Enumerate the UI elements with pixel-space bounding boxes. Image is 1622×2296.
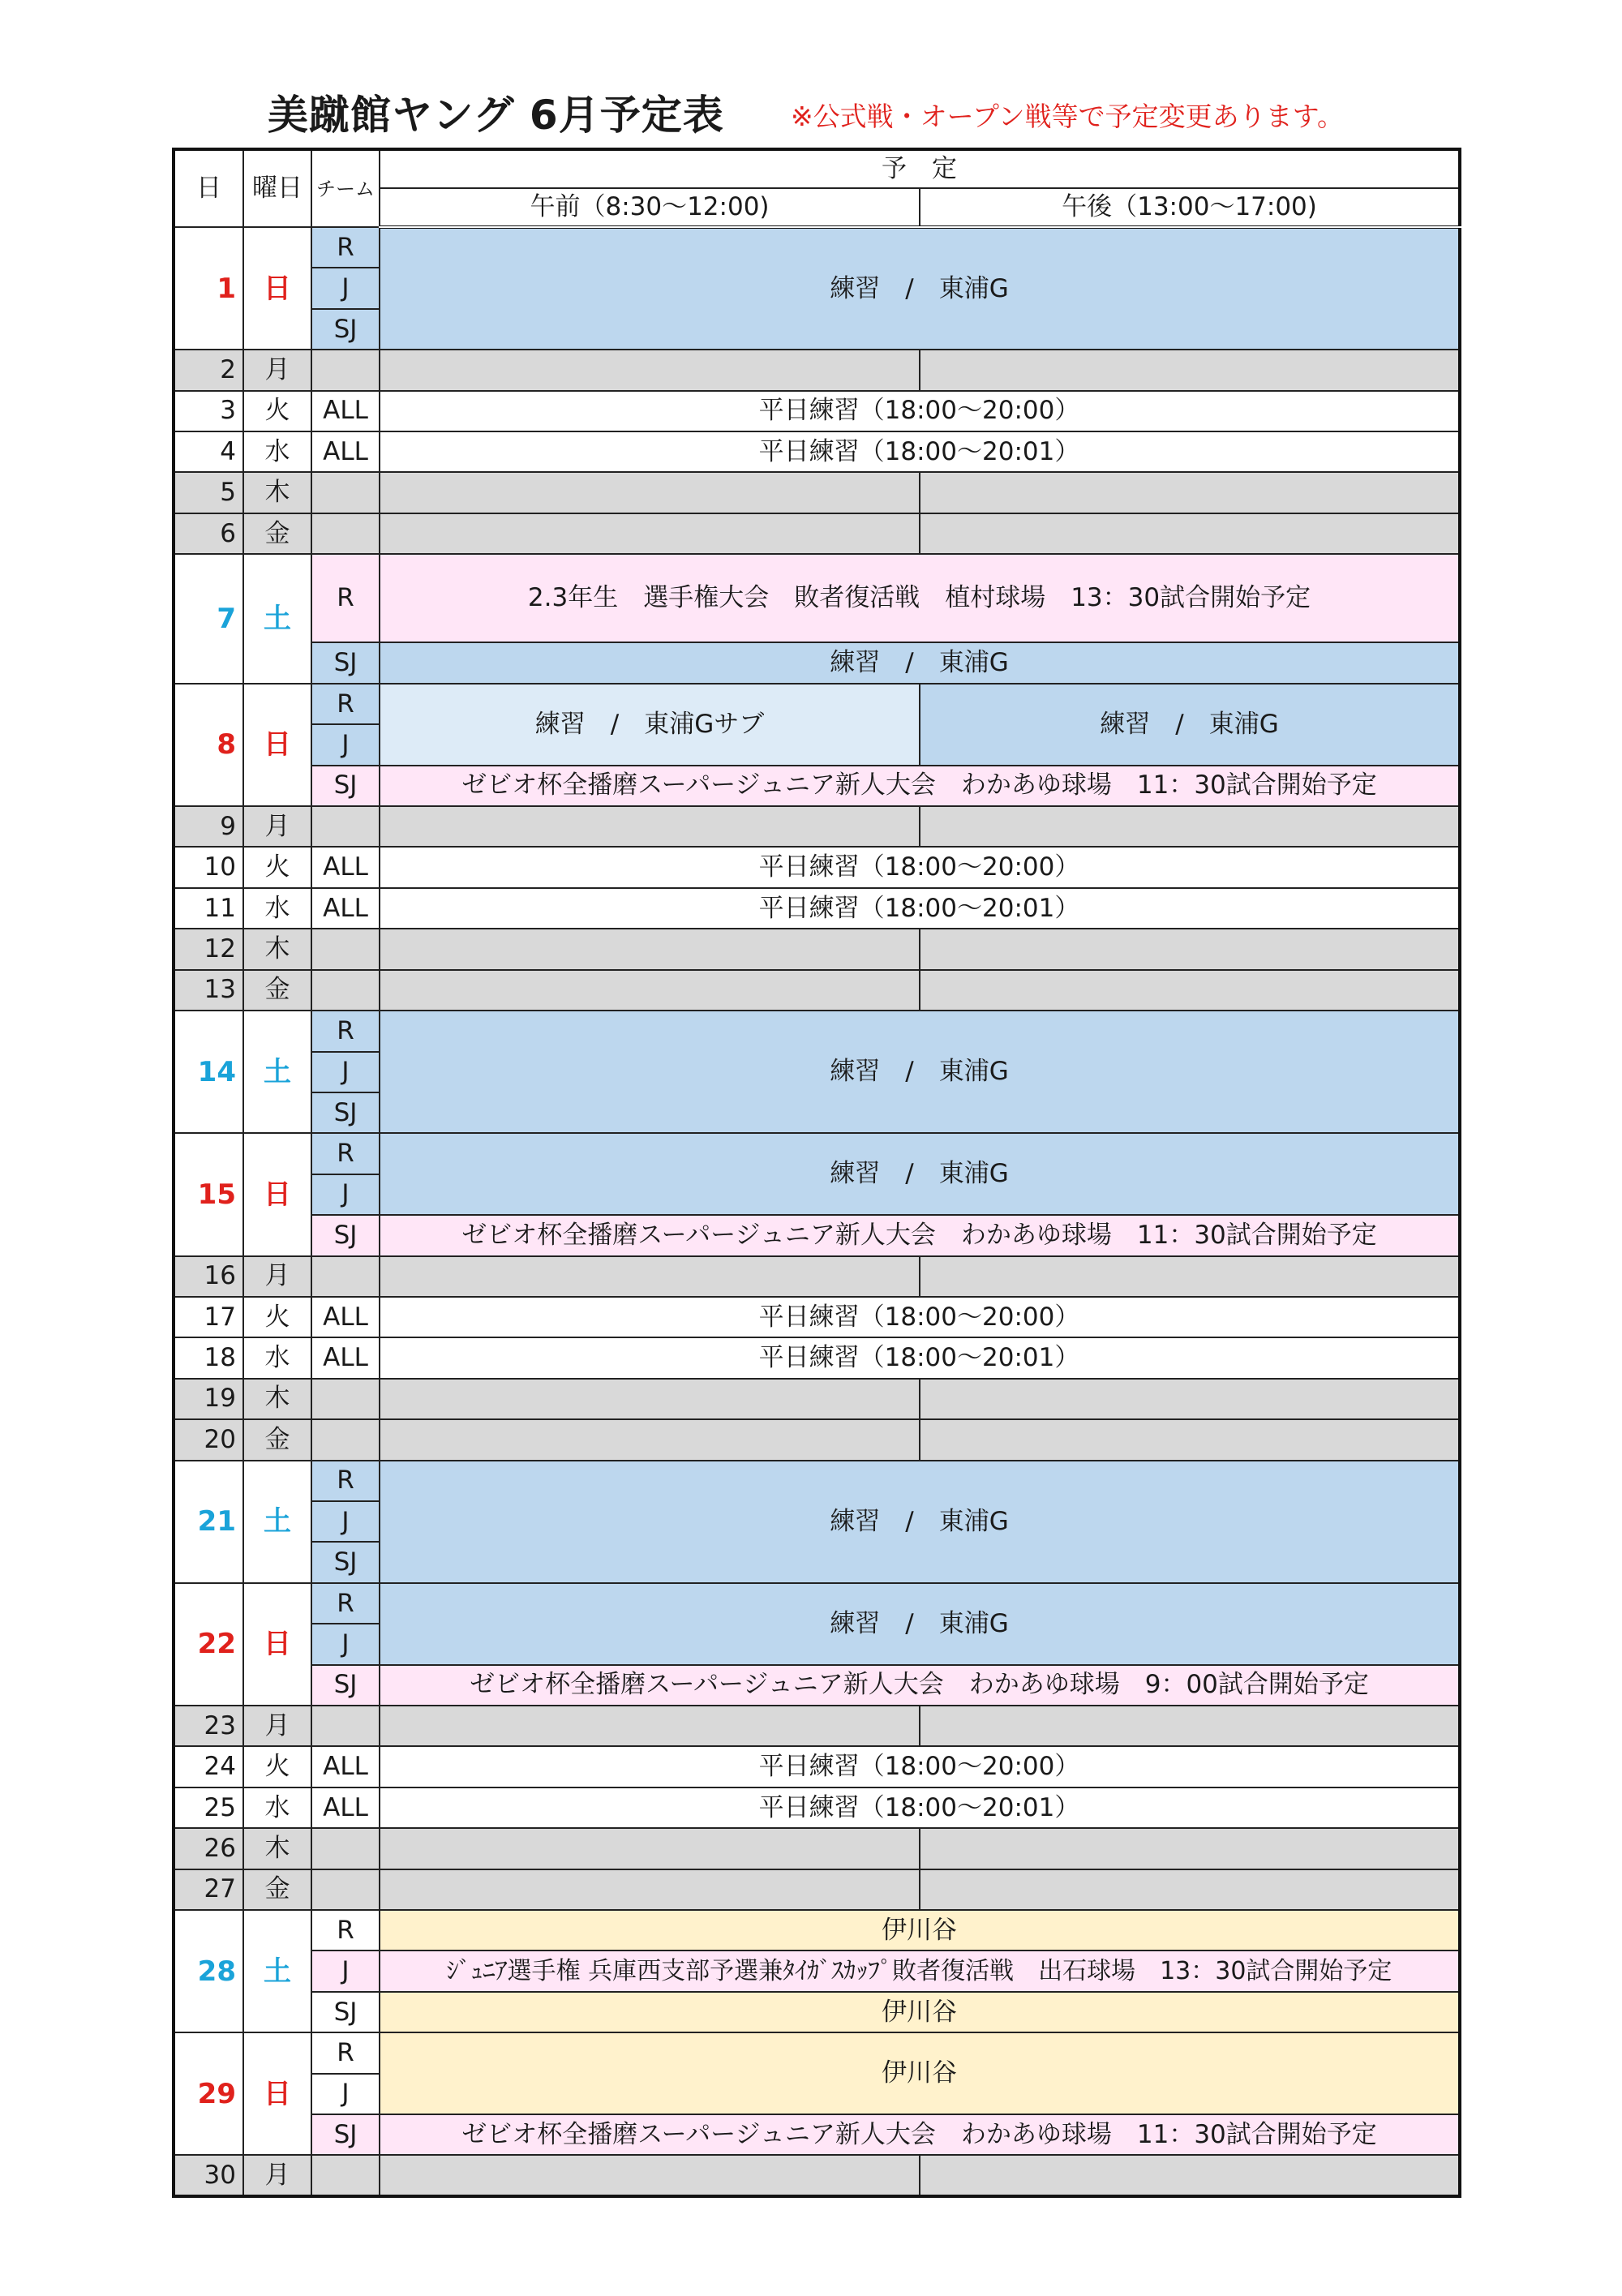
team-label: J — [311, 1951, 380, 1991]
header-am: 午前（8:30～12:00) — [380, 188, 920, 227]
weekday-label: 日 — [243, 2032, 311, 2155]
day-number: 14 — [174, 1011, 243, 1133]
schedule-cell: 平日練習（18:00～20:01） — [380, 1337, 1460, 1378]
pm-cell — [920, 1706, 1460, 1746]
team-cell — [311, 350, 380, 390]
day-row — [174, 1256, 1460, 1297]
pm-cell — [920, 1379, 1460, 1419]
weekday-label: 木 — [243, 1379, 311, 1419]
day-number: 8 — [174, 684, 243, 806]
team-label: ALL — [311, 431, 380, 472]
schedule-cell: 練習 / 東浦G — [380, 1133, 1460, 1215]
weekday-label: 水 — [243, 888, 311, 929]
schedule-cell: 平日練習（18:00～20:00） — [380, 391, 1460, 431]
team-label: R — [311, 554, 380, 642]
schedule-cell: 練習 / 東浦Gサブ — [380, 684, 920, 766]
day-row — [174, 1379, 1460, 1419]
team-cell — [311, 1706, 380, 1746]
team-cell — [311, 513, 380, 554]
team-label: R — [311, 1011, 380, 1051]
weekday-label: 火 — [243, 1297, 311, 1337]
team-label: R — [311, 1461, 380, 1501]
day-number: 2 — [174, 350, 243, 390]
weekday-label: 月 — [243, 350, 311, 390]
day-number: 13 — [174, 970, 243, 1011]
pm-cell — [920, 929, 1460, 969]
team-label: ALL — [311, 1787, 380, 1828]
weekday-label: 水 — [243, 431, 311, 472]
day-number: 19 — [174, 1379, 243, 1419]
schedule-change-note: ※公式戦・オープン戦等で予定変更あります。 — [791, 101, 1345, 132]
team-row — [174, 1011, 1460, 1051]
day-row — [174, 806, 1460, 847]
day-number: 3 — [174, 391, 243, 431]
header-weekday: 曜日 — [243, 149, 311, 227]
weekday-label: 月 — [243, 2155, 311, 2196]
day-row — [174, 1746, 1460, 1787]
pm-cell — [920, 1869, 1460, 1910]
team-row — [174, 1583, 1460, 1624]
weekday-label: 土 — [243, 1910, 311, 2032]
weekday-label: 木 — [243, 929, 311, 969]
am-cell — [380, 1379, 920, 1419]
team-label: J — [311, 1174, 380, 1215]
weekday-label: 木 — [243, 1828, 311, 1869]
team-label: J — [311, 724, 380, 765]
team-label: ALL — [311, 1746, 380, 1787]
day-number: 25 — [174, 1787, 243, 1828]
team-row — [174, 1951, 1460, 1991]
day-row — [174, 1706, 1460, 1746]
team-label: R — [311, 684, 380, 724]
day-number: 15 — [174, 1133, 243, 1255]
day-row — [174, 847, 1460, 887]
day-number: 5 — [174, 472, 243, 513]
team-row — [174, 684, 1460, 724]
pm-cell — [920, 1419, 1460, 1460]
am-cell — [380, 1828, 920, 1869]
schedule-cell: ゼビオ杯全播磨スーパージュニア新人大会 わかあゆ球場 11：30試合開始予定 — [380, 766, 1460, 806]
day-number: 28 — [174, 1910, 243, 2032]
day-row — [174, 391, 1460, 431]
am-cell — [380, 472, 920, 513]
team-label: J — [311, 1501, 380, 1542]
team-label: SJ — [311, 1665, 380, 1706]
day-row — [174, 1337, 1460, 1378]
team-label: J — [311, 1052, 380, 1092]
team-cell — [311, 970, 380, 1011]
weekday-label: 日 — [243, 684, 311, 806]
day-number: 16 — [174, 1256, 243, 1297]
pm-cell — [920, 472, 1460, 513]
weekday-label: 金 — [243, 1419, 311, 1460]
team-label: SJ — [311, 1092, 380, 1133]
schedule-cell: 伊川谷 — [380, 1992, 1460, 2032]
day-number: 17 — [174, 1297, 243, 1337]
day-number: 23 — [174, 1706, 243, 1746]
weekday-label: 水 — [243, 1787, 311, 1828]
schedule-cell: ゼビオ杯全播磨スーパージュニア新人大会 わかあゆ球場 11：30試合開始予定 — [380, 2114, 1460, 2155]
day-number: 7 — [174, 554, 243, 684]
team-row — [174, 1910, 1460, 1951]
team-cell — [311, 472, 380, 513]
day-number: 27 — [174, 1869, 243, 1910]
team-label: SJ — [311, 642, 380, 683]
schedule-cell: 平日練習（18:00～20:01） — [380, 431, 1460, 472]
day-number: 29 — [174, 2032, 243, 2155]
weekday-label: 火 — [243, 391, 311, 431]
team-row — [174, 1461, 1460, 1501]
weekday-label: 木 — [243, 472, 311, 513]
day-row — [174, 472, 1460, 513]
pm-cell — [920, 513, 1460, 554]
am-cell — [380, 1419, 920, 1460]
day-row — [174, 431, 1460, 472]
weekday-label: 水 — [243, 1337, 311, 1378]
team-row — [174, 554, 1460, 642]
weekday-label: 火 — [243, 847, 311, 887]
schedule-cell: 練習 / 東浦G — [920, 684, 1460, 766]
schedule-table — [172, 148, 1461, 2198]
team-label: ALL — [311, 391, 380, 431]
schedule-cell: 平日練習（18:00～20:01） — [380, 1787, 1460, 1828]
team-label: J — [311, 268, 380, 308]
schedule-cell: ゼビオ杯全播磨スーパージュニア新人大会 わかあゆ球場 11：30試合開始予定 — [380, 1215, 1460, 1255]
header-pm: 午後（13:00～17:00) — [920, 188, 1460, 227]
schedule-cell: 練習 / 東浦G — [380, 1583, 1460, 1665]
am-cell — [380, 350, 920, 390]
pm-cell — [920, 1256, 1460, 1297]
team-label: SJ — [311, 1215, 380, 1255]
weekday-label: 月 — [243, 1706, 311, 1746]
team-label: SJ — [311, 1542, 380, 1582]
header-row — [174, 149, 1460, 188]
pm-cell — [920, 806, 1460, 847]
schedule-cell: 伊川谷 — [380, 1910, 1460, 1951]
day-number: 9 — [174, 806, 243, 847]
day-row — [174, 1869, 1460, 1910]
schedule-cell: 2.3年生 選手権大会 敗者復活戦 植村球場 13：30試合開始予定 — [380, 554, 1460, 642]
team-cell — [311, 1379, 380, 1419]
day-row — [174, 350, 1460, 390]
day-row — [174, 2155, 1460, 2196]
schedule-cell: 練習 / 東浦G — [380, 1461, 1460, 1583]
team-label: R — [311, 1133, 380, 1174]
team-row — [174, 766, 1460, 806]
pm-cell — [920, 1828, 1460, 1869]
team-row — [174, 2032, 1460, 2073]
day-number: 20 — [174, 1419, 243, 1460]
day-number: 6 — [174, 513, 243, 554]
weekday-label: 月 — [243, 806, 311, 847]
am-cell — [380, 806, 920, 847]
schedule-cell: ゼビオ杯全播磨スーパージュニア新人大会 わかあゆ球場 9：00試合開始予定 — [380, 1665, 1460, 1706]
am-cell — [380, 929, 920, 969]
team-row — [174, 1133, 1460, 1174]
day-row — [174, 1828, 1460, 1869]
team-cell — [311, 1419, 380, 1460]
team-cell — [311, 1828, 380, 1869]
weekday-label: 月 — [243, 1256, 311, 1297]
am-cell — [380, 513, 920, 554]
header-day: 日 — [174, 149, 243, 227]
am-cell — [380, 1706, 920, 1746]
schedule-cell: 平日練習（18:00～20:01） — [380, 888, 1460, 929]
am-cell — [380, 1869, 920, 1910]
team-label: J — [311, 2074, 380, 2114]
day-row — [174, 929, 1460, 969]
team-row — [174, 1215, 1460, 1255]
weekday-label: 火 — [243, 1746, 311, 1787]
schedule-cell: 練習 / 東浦G — [380, 1011, 1460, 1133]
team-label: ALL — [311, 1337, 380, 1378]
team-label: R — [311, 1583, 380, 1624]
day-number: 18 — [174, 1337, 243, 1378]
team-row — [174, 642, 1460, 683]
schedule-cell: 練習 / 東浦G — [380, 642, 1460, 683]
day-number: 12 — [174, 929, 243, 969]
weekday-label: 金 — [243, 1869, 311, 1910]
pm-cell — [920, 350, 1460, 390]
day-number: 4 — [174, 431, 243, 472]
team-label: R — [311, 1910, 380, 1951]
day-number: 10 — [174, 847, 243, 887]
team-cell — [311, 806, 380, 847]
weekday-label: 土 — [243, 1011, 311, 1133]
day-row — [174, 970, 1460, 1011]
day-number: 22 — [174, 1583, 243, 1706]
weekday-label: 金 — [243, 970, 311, 1011]
day-number: 11 — [174, 888, 243, 929]
day-number: 24 — [174, 1746, 243, 1787]
weekday-label: 日 — [243, 1133, 311, 1255]
team-row — [174, 1665, 1460, 1706]
team-label: SJ — [311, 309, 380, 350]
team-cell — [311, 2155, 380, 2196]
team-label: J — [311, 1624, 380, 1664]
team-row — [174, 1992, 1460, 2032]
weekday-label: 土 — [243, 554, 311, 684]
team-label: ALL — [311, 1297, 380, 1337]
day-row — [174, 1787, 1460, 1828]
team-label: R — [311, 2032, 380, 2073]
team-row — [174, 227, 1460, 268]
weekday-label: 土 — [243, 1461, 311, 1583]
schedule-cell: 平日練習（18:00～20:00） — [380, 847, 1460, 887]
team-row — [174, 2114, 1460, 2155]
team-cell — [311, 1869, 380, 1910]
schedule-cell: 平日練習（18:00～20:00） — [380, 1746, 1460, 1787]
am-cell — [380, 2155, 920, 2196]
weekday-label: 日 — [243, 1583, 311, 1706]
pm-cell — [920, 970, 1460, 1011]
team-label: ALL — [311, 847, 380, 887]
page-title: 美蹴館ヤング 6月予定表 — [268, 92, 724, 139]
team-label: SJ — [311, 2114, 380, 2155]
team-label: SJ — [311, 1992, 380, 2032]
schedule-cell: 平日練習（18:00～20:00） — [380, 1297, 1460, 1337]
pm-cell — [920, 2155, 1460, 2196]
day-number: 26 — [174, 1828, 243, 1869]
team-cell — [311, 929, 380, 969]
header-schedule: 予 定 — [380, 149, 1460, 188]
schedule-body — [174, 227, 1460, 2196]
team-label: ALL — [311, 888, 380, 929]
day-number: 30 — [174, 2155, 243, 2196]
am-cell — [380, 1256, 920, 1297]
schedule-cell: 伊川谷 — [380, 2032, 1460, 2114]
am-cell — [380, 970, 920, 1011]
schedule-cell: ｼﾞｭﾆｱ選手権 兵庫西支部予選兼ﾀｲｶﾞｽｶｯﾌﾟ敗者復活戦 出石球場 13：30試合開始予定 — [380, 1951, 1460, 1991]
team-label: SJ — [311, 766, 380, 806]
weekday-label: 金 — [243, 513, 311, 554]
weekday-label: 日 — [243, 227, 311, 350]
schedule-cell: 練習 / 東浦G — [380, 227, 1460, 350]
day-number: 1 — [174, 227, 243, 350]
team-cell — [311, 1256, 380, 1297]
day-number: 21 — [174, 1461, 243, 1583]
day-row — [174, 1419, 1460, 1460]
team-label: R — [311, 227, 380, 268]
day-row — [174, 513, 1460, 554]
header-team: チーム — [311, 149, 380, 227]
day-row — [174, 888, 1460, 929]
day-row — [174, 1297, 1460, 1337]
